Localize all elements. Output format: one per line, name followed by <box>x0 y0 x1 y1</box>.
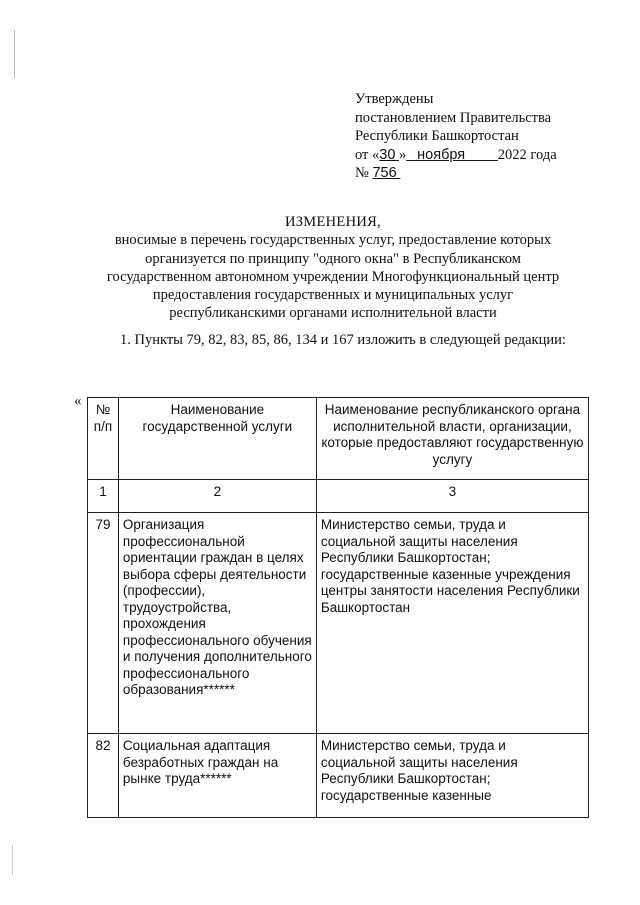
document-title <box>80 213 586 323</box>
service-name: Организация профессиональной ориентации граждан в целях выбора сферы деятельности (профессии), трудоустройства, прохождения профессионального обучения и получения дополнительного профессионального образования****** <box>118 513 316 734</box>
title-line: республиканскими органами исполнительной власти <box>169 305 497 322</box>
approval-number <box>355 164 557 183</box>
services-table <box>87 397 589 818</box>
table-header-row <box>88 398 589 480</box>
header-service: Наименование государственной услуги <box>118 398 316 480</box>
title-line: вносимые в перечень государственных услуг, предоставление которых <box>114 232 552 249</box>
column-number: 1 <box>88 480 119 513</box>
date-day: 30 <box>379 146 396 163</box>
column-number: 2 <box>118 480 316 513</box>
title-line: организуется по принципу "одного окна" в Республиканском <box>145 250 521 267</box>
date-mid: » <box>399 146 407 163</box>
number-prefix: № <box>355 165 369 181</box>
header-number: № п/п <box>88 398 119 480</box>
authority-name: Министерство семьи, труда и социальной защиты населения Республики Башкортостан; государственные казенные <box>316 734 588 818</box>
row-number: 79 <box>88 513 119 734</box>
approval-line: Утверждены <box>355 91 434 107</box>
title-line: предоставления государственных и муниципальных услуг <box>152 287 514 304</box>
approval-line: Республики Башкортостан <box>355 128 519 144</box>
approval-line: постановлением Правительства <box>355 109 552 126</box>
column-number: 3 <box>316 480 588 513</box>
authority-name: Министерство семьи, труда и социальной защиты населения Республики Башкортостан; государственные казенные учреждения центры занятости населения Республики Башкортостан <box>316 513 588 734</box>
service-name: Социальная адаптация безработных граждан на рынке труда****** <box>118 734 316 818</box>
row-number: 82 <box>88 734 119 818</box>
table-row <box>88 734 589 818</box>
number-value: 756 <box>372 165 397 181</box>
approval-block <box>355 90 557 183</box>
title-line: государственном автономном учреждении Многофункциональный центр <box>106 268 560 285</box>
approval-date <box>355 146 557 165</box>
date-year: 2022 года <box>497 146 557 163</box>
header-authority: Наименование республиканского органа исполнительной власти, организации, которые предоставляют государственную услугу <box>316 398 588 480</box>
table-row <box>88 513 589 734</box>
paragraph-1: 1. Пункты 79, 82, 83, 85, 86, 134 и 167 изложить в следующей редакции: <box>120 332 566 348</box>
opening-quote: « <box>74 393 82 409</box>
margin-mark <box>12 845 13 875</box>
date-month: ноября <box>417 146 466 163</box>
title-heading: ИЗМЕНЕНИЯ, <box>284 214 382 230</box>
column-numbers-row <box>88 480 589 513</box>
margin-mark <box>14 30 15 78</box>
date-prefix: от « <box>355 146 380 163</box>
